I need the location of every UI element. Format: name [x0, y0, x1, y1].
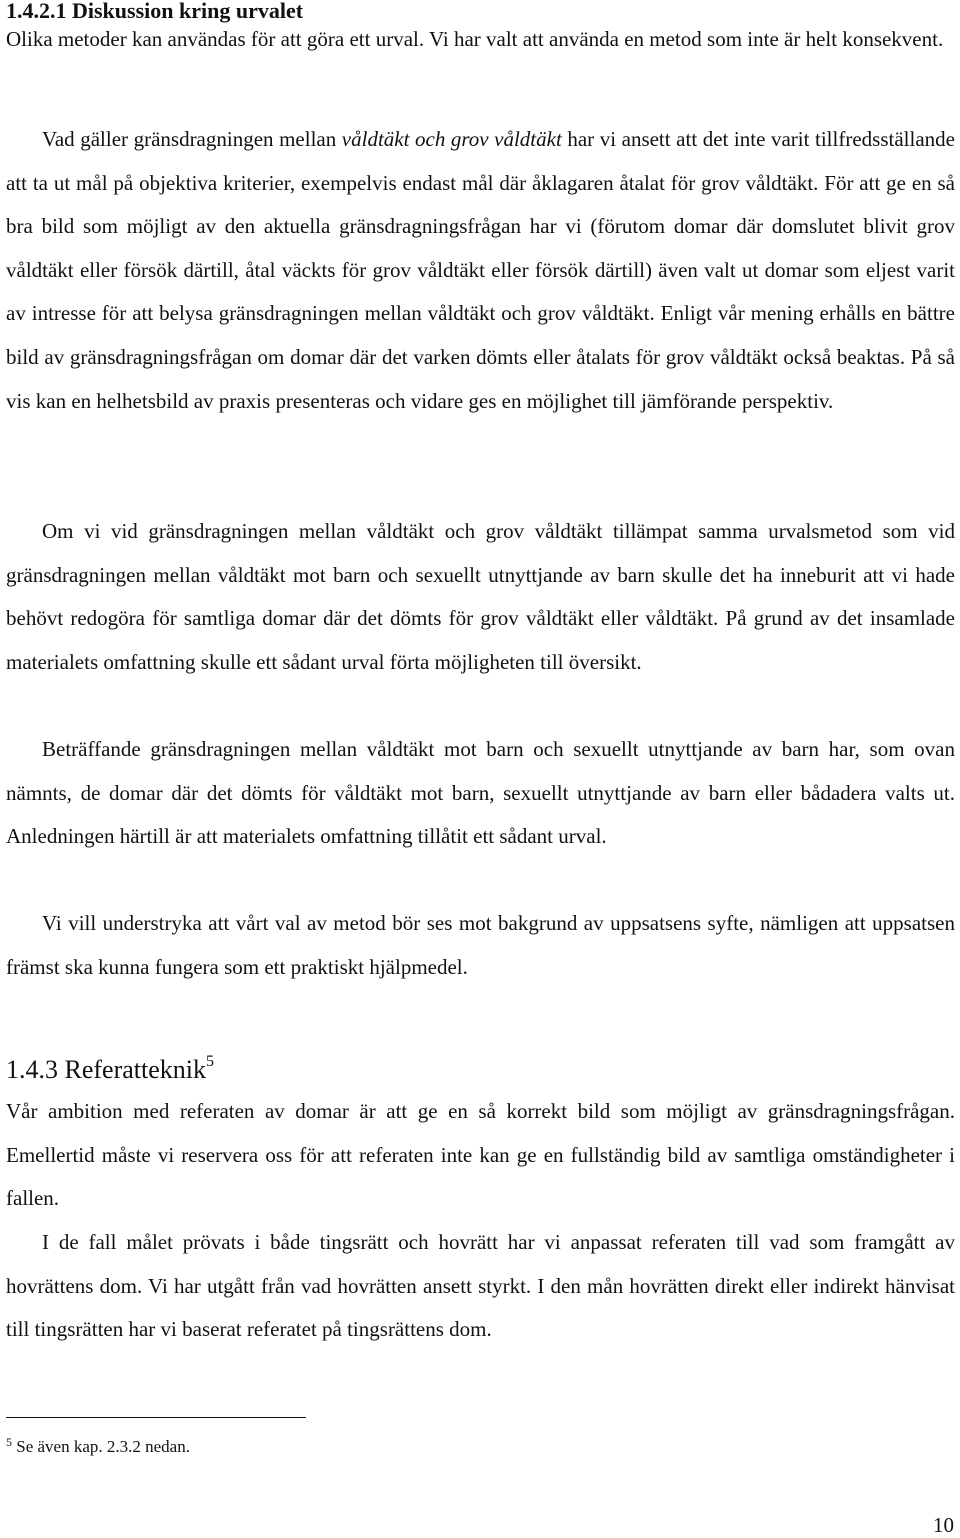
paragraph-text: har vi ansett att det inte varit tillfredsställande att ta ut mål på objektiva kriterier, exempelvis endast mål där åklagaren åtalat för grov våldtäkt. För att ge en så bra bild som möjligt av den aktuella gränsdragningsfrågan har vi (förutom domar där domslutet blivit grov våldtäkt eller försök därtill, åtal väckts för grov våldtäkt eller försök därtill) även valt ut domar som eljest varit av intresse för att belysa gränsdragningen mellan våldtäkt och grov våldtäkt. Enligt vår mening erhålls en bättre bild av gränsdragningsfrågan om domar där det varken dömts eller åtalats för grov våldtäkt också beaktas. På så vis kan en helhetsbild av praxis presenteras och vidare ges en möjlighet till jämförande perspektiv. — [6, 127, 955, 413]
page-number: 10 — [933, 1513, 954, 1537]
emphasized-text: våldtäkt och grov våldtäkt — [341, 127, 562, 151]
footnote-divider — [6, 1417, 306, 1418]
paragraph-grov-valdtakt-urval — [6, 118, 955, 423]
section-heading-referatteknik — [6, 1042, 214, 1090]
paragraph-referat-ambition: Vår ambition med referaten av domar är att ge en så korrekt bild som möjligt av gränsdragningsfrågan. Emellertid måste vi reservera oss för att referaten inte kan ge en fullständig bild av samtliga omständigheter i fallen. — [6, 1099, 955, 1211]
paragraph-tingsratt-hovratt: I de fall målet prövats i både tingsrätt och hovrätt har vi anpassat referaten till vad som framgått av hovrättens dom. Vi har utgått från vad hovrätten ansett styrkt. I den mån hovrätten direkt eller indirekt hänvisat till tingsrätten har vi baserat referatet på tingsrättens dom. — [6, 1230, 955, 1342]
paragraph-text: Vad gäller gränsdragningen mellan — [42, 127, 342, 151]
paragraph-metod-syfte: Vi vill understryka att vårt val av metod bör ses mot bakgrund av uppsatsens syfte, nämligen att uppsatsen främst ska kunna fungera som ett praktiskt hjälpmedel. — [6, 911, 955, 979]
footnote-reference: 5 — [206, 1053, 214, 1070]
paragraph-barn-urval: Beträffande gränsdragningen mellan våldtäkt mot barn och sexuellt utnyttjande av barn har, som ovan nämnts, de domar där det dömts för våldtäkt mot barn, sexuellt utnyttjande av barn eller bådadera valts ut. Anledningen härtill är att materialets omfattning tillåtit ett sådant urval. — [6, 737, 955, 849]
paragraph-samma-urvalsmetod: Om vi vid gränsdragningen mellan våldtäkt och grov våldtäkt tillämpat samma urvalsmetod som vid gränsdragningen mellan våldtäkt mot barn och sexuellt utnyttjande av barn skulle det ha inneburit att vi hade behövt redogöra för samtliga domar där det dömts för grov våldtäkt eller våldtäkt. På grund av det insamlade materialets omfattning skulle ett sådant urval förta möjligheten till översikt. — [6, 519, 955, 674]
paragraph-urval-intro: Olika metoder kan användas för att göra ett urval. Vi har valt att använda en metod som inte är helt konsekvent. — [6, 27, 944, 51]
heading-text: 1.4.3 Referatteknik — [6, 1055, 206, 1084]
footnote-number: 5 — [6, 1435, 12, 1449]
footnote-text: Se även kap. 2.3.2 nedan. — [12, 1437, 190, 1456]
section-heading-diskussion-kring-urvalet: 1.4.2.1 Diskussion kring urvalet — [6, 0, 304, 23]
footnote — [6, 1430, 190, 1459]
